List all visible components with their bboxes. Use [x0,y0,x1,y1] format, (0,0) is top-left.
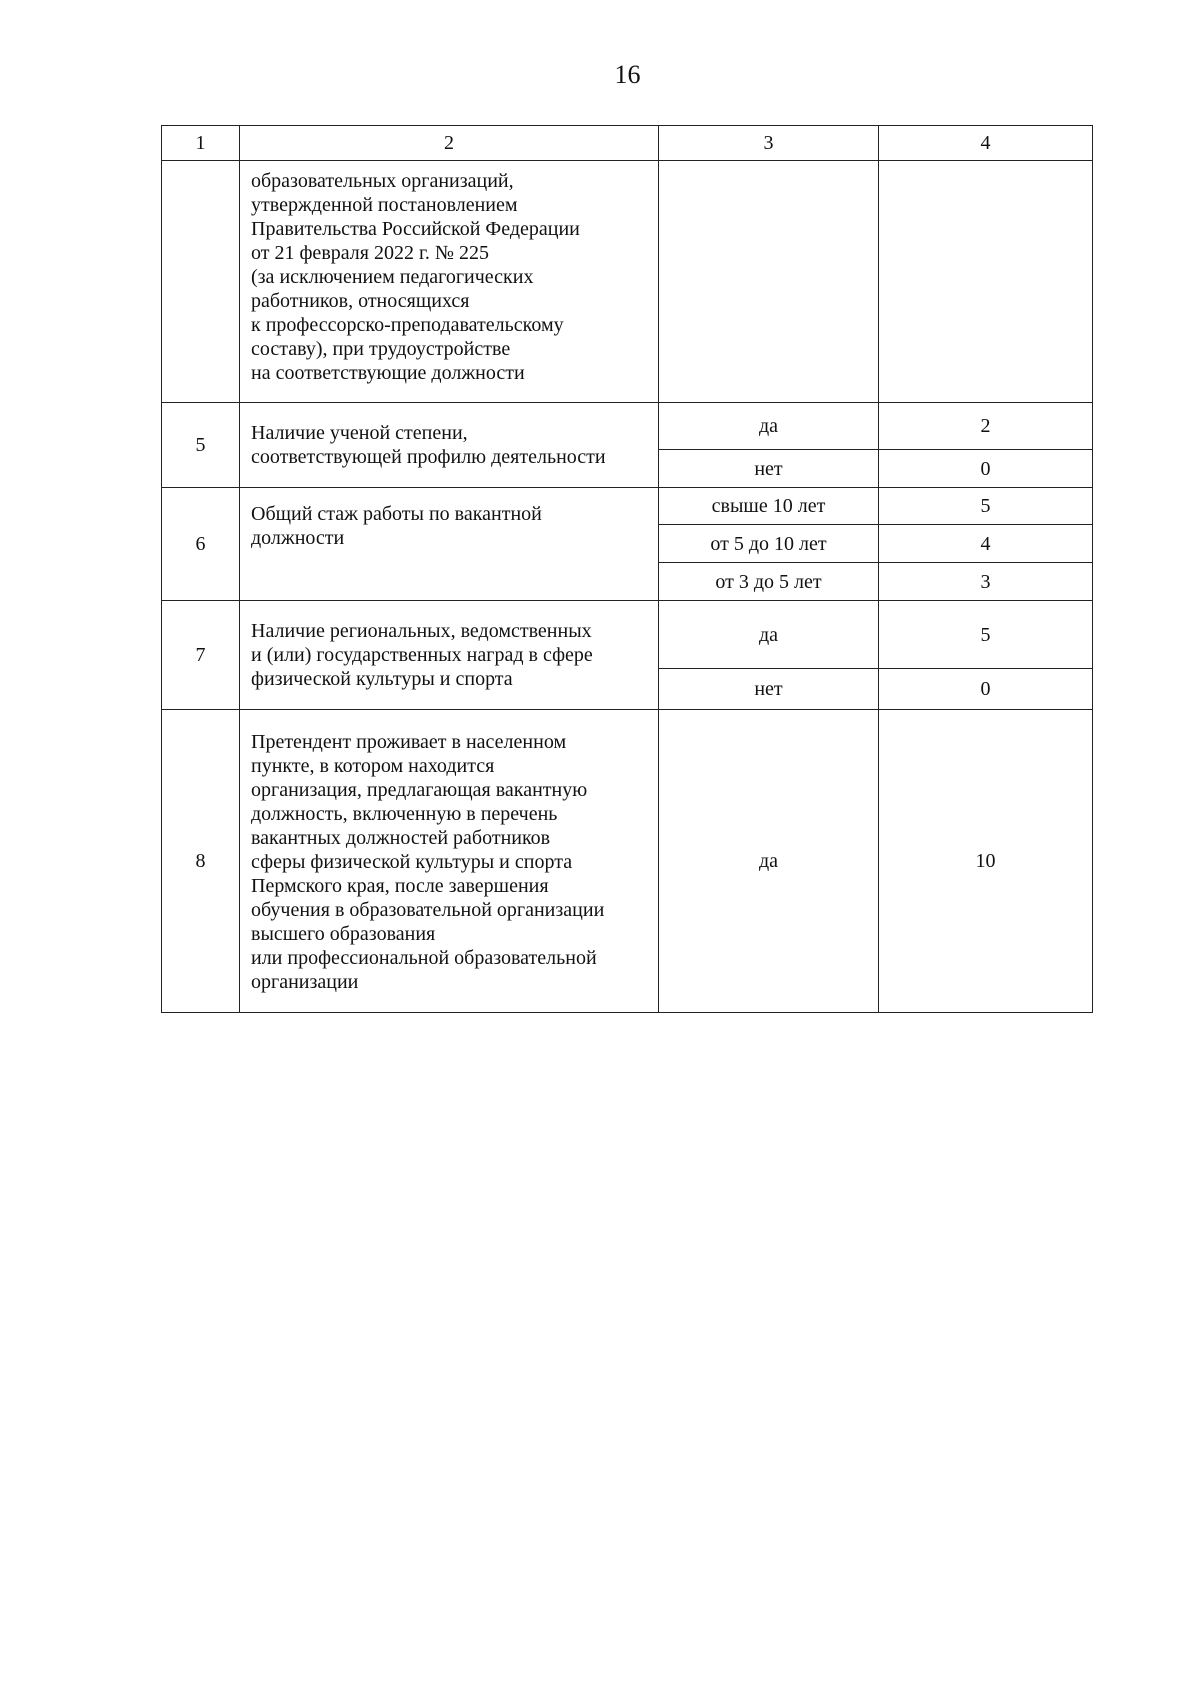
option-points: 10 [879,710,1093,1013]
criterion-cell [240,710,659,1013]
table-row-continuation [162,161,1093,403]
option-label: нет [659,450,879,488]
table-row [162,488,1093,525]
option-points: 5 [879,488,1093,525]
header-col-3: 3 [659,126,879,161]
table-header-row [162,126,1093,161]
option-label: от 3 до 5 лет [659,563,879,601]
row-number: 8 [162,710,240,1013]
header-col-4: 4 [879,126,1093,161]
criterion-text: Наличие региональных, ведомственных и (или) государственных наград в сфере физической культуры и спорта [251,620,593,690]
header-col-2: 2 [240,126,659,161]
option-label: да [659,403,879,450]
row-number: 7 [162,601,240,710]
page-number: 16 [614,60,641,89]
table-row [162,403,1093,450]
criterion-cell [240,488,659,601]
option-label: от 5 до 10 лет [659,525,879,563]
criteria-table [161,125,1093,1013]
table-row [162,601,1093,669]
option-label: свыше 10 лет [659,488,879,525]
option-points: 0 [879,450,1093,488]
option-label: да [659,710,879,1013]
option-points: 2 [879,403,1093,450]
option-points: 5 [879,601,1093,669]
row-number: 6 [162,488,240,601]
criterion-text: Общий стаж работы по вакантной должности [251,503,542,549]
row-number: 5 [162,403,240,488]
option-points: 3 [879,563,1093,601]
criterion-text: Претендент проживает в населенном пункте, в котором находится организация, предлагающая вакантную должность, включенную в перечень вакантных должностей работников сферы физической культуры и спорта Пермского края, после завершения обучения в образовательной организации высшего образования или профессиональной образовательной организации [251,731,605,993]
criterion-cell [240,161,659,403]
option-cell [659,161,879,403]
table-row [162,710,1093,1013]
criterion-text: образовательных организаций, утвержденной постановлением Правительства Российской Федерации от 21 февраля 2022 г. № 225 (за исключением педагогических работников, относящихся к профессорско-преподавательскому составу), при трудоустройстве на соответствующие должности [251,170,580,384]
points-cell [879,161,1093,403]
option-points: 0 [879,669,1093,710]
row-number-cell [162,161,240,403]
criterion-text: Наличие ученой степени, соответствующей профилю деятельности [251,422,606,468]
criterion-cell [240,403,659,488]
header-col-1: 1 [162,126,240,161]
option-label: нет [659,669,879,710]
criterion-cell [240,601,659,710]
option-points: 4 [879,525,1093,563]
option-label: да [659,601,879,669]
